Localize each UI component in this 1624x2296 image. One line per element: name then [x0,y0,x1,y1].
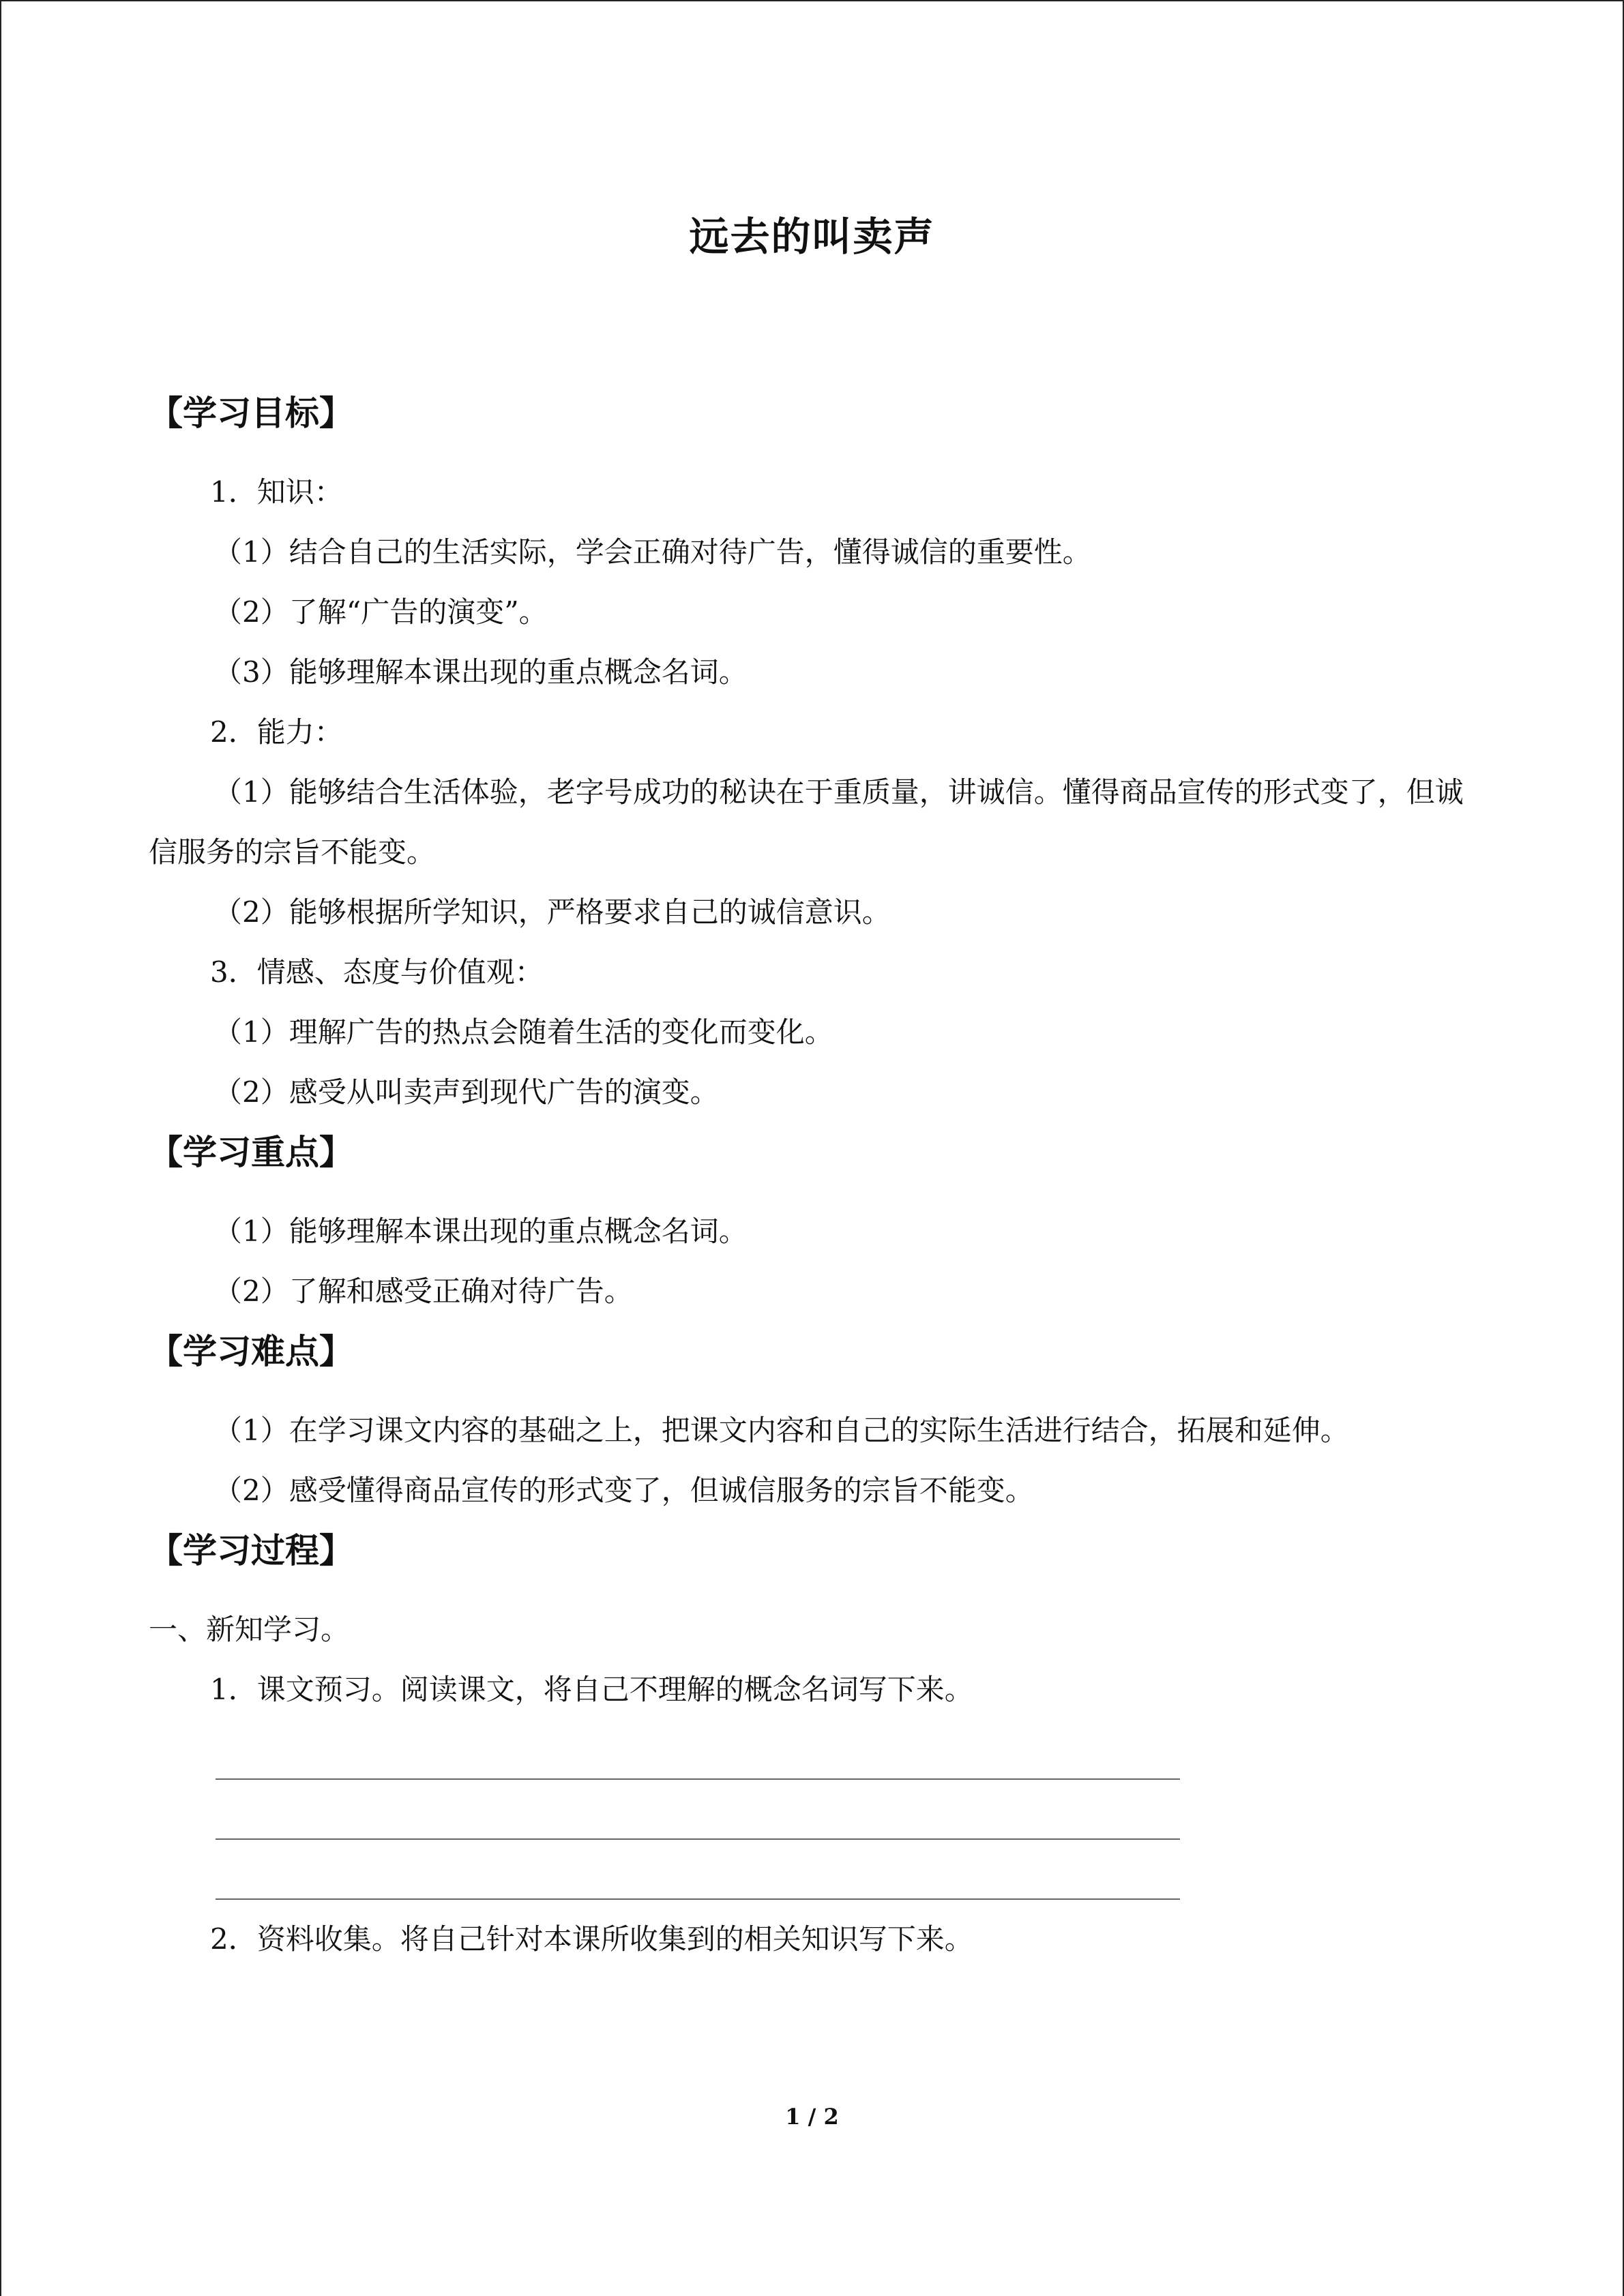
section-difficulties [149,1330,1475,1521]
document-body [149,205,1475,1978]
process-step: 2．资料收集。将自己针对本课所收集到的相关知识写下来。 [210,1922,973,1956]
process-step: 1．课文预习。阅读课文，将自己不理解的概念名词写下来。 [210,1673,973,1706]
process-part-label: 一、新知学习。 [149,1613,350,1646]
section-heading-key-points: 【学习重点】 [149,1133,353,1172]
section-heading-difficulties: 【学习难点】 [149,1332,353,1371]
section-heading-objectives: 【学习目标】 [149,393,353,433]
page-number: 1 / 2 [785,2104,839,2130]
document-title: 远去的叫卖声 [689,213,935,260]
knowledge-item: （2）了解“广告的演变”。 [213,595,548,629]
ability-label: 2．能力： [210,715,343,749]
section-objectives [149,391,1475,1122]
answer-blank-line[interactable] [216,1720,1180,1780]
difficulty-item: （1）在学习课文内容的基础之上，把课文内容和自己的实际生活进行结合，拓展和延伸。 [213,1414,1349,1447]
key-point-item: （2）了解和感受正确对待广告。 [213,1274,633,1308]
section-heading-process: 【学习过程】 [149,1531,353,1570]
ability-item: （2）能够根据所学知识，严格要求自己的诚信意识。 [213,895,891,929]
knowledge-item: （3）能够理解本课出现的重点概念名词。 [213,655,748,689]
values-item: （1）理解广告的热点会随着生活的变化而变化。 [213,1015,833,1049]
knowledge-label: 1．知识： [210,475,343,509]
key-point-item: （1）能够理解本课出现的重点概念名词。 [213,1214,748,1248]
knowledge-item: （1）结合自己的生活实际，学会正确对待广告，懂得诚信的重要性。 [213,535,1091,569]
section-process [149,1529,1475,1969]
values-label: 3．情感、态度与价值观： [210,955,544,989]
ability-item: （1）能够结合生活体验，老字号成功的秘诀在于重质量，讲诚信。懂得商品宣传的形式变了，但诚信服务的宗旨不能变。 [149,775,1464,869]
answer-blank-line[interactable] [216,1840,1180,1900]
section-key-points [149,1131,1475,1322]
answer-blank-line[interactable] [216,1780,1180,1840]
values-item: （2）感受从叫卖声到现代广告的演变。 [213,1075,719,1109]
difficulty-item: （2）感受懂得商品宣传的形式变了，但诚信服务的宗旨不能变。 [213,1474,1034,1507]
